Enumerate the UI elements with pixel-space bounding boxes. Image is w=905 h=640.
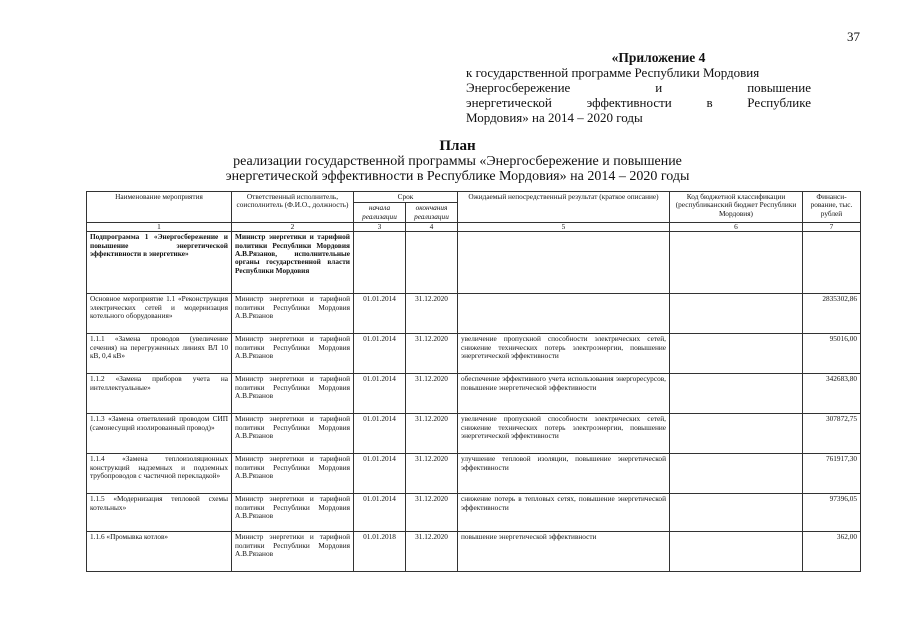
- row-start: 01.01.2018: [354, 532, 406, 572]
- row-amount: 95016,00: [803, 334, 861, 374]
- row-result: улучшение тепловой изоляции, повышение энергетической эффективности: [458, 454, 670, 494]
- row-result: увеличение пропускной способности электрических сетей, снижение технических потерь электроэнергии, повышение энергетической эффективности: [458, 334, 670, 374]
- appendix-title: «Приложение 4: [611, 50, 706, 65]
- row-start: 01.01.2014: [354, 294, 406, 334]
- row-start: 01.01.2014: [354, 454, 406, 494]
- row-result: увеличение пропускной способности электрических сетей, снижение технических потерь электроэнергии, повышение энергетической эффективности: [458, 414, 670, 454]
- appendix-line-4: Мордовия» на 2014 – 2020 годы: [466, 110, 643, 125]
- row-result: [458, 294, 670, 334]
- row-responsible: Министр энергетики и тарифной политики Республики Мордовия А.В.Рязанов: [232, 414, 354, 454]
- row-responsible: Министр энергетики и тарифной политики Республики Мордовия А.В.Рязанов: [232, 454, 354, 494]
- row-responsible: Министр энергетики и тарифной политики Республики Мордовия А.В.Рязанов, исполнительные органы государственной власти Республики Мордовия: [232, 232, 354, 294]
- row-end: 31.12.2020: [406, 374, 458, 414]
- column-number: 7: [803, 223, 861, 232]
- page-number: 37: [847, 29, 860, 44]
- row-code: [670, 334, 803, 374]
- row-amount: 2835302,86: [803, 294, 861, 334]
- row-name: Основное мероприятие 1.1 «Реконструкция электрических сетей и модернизация котельного оборудования»: [87, 294, 232, 334]
- row-result: повышение энергетической эффективности: [458, 532, 670, 572]
- row-start: 01.01.2014: [354, 494, 406, 532]
- row-code: [670, 454, 803, 494]
- row-name: Подпрограмма 1 «Энергосбережение и повышение энергетической эффективности в энергетике»: [87, 232, 232, 294]
- column-number-row: [87, 223, 861, 232]
- row-start: 01.01.2014: [354, 414, 406, 454]
- table-row: [87, 454, 861, 494]
- row-end: 31.12.2020: [406, 454, 458, 494]
- table-row: [87, 232, 861, 294]
- row-amount: 362,00: [803, 532, 861, 572]
- table-row: [87, 334, 861, 374]
- appendix-line-2: Энергосбережение и повышение: [466, 80, 811, 95]
- row-name: 1.1.2 «Замена приборов учета на интеллектуальные»: [87, 374, 232, 414]
- table-header-row: [87, 192, 861, 203]
- header-name: Наименование мероприятия: [87, 192, 232, 223]
- row-amount: [803, 232, 861, 294]
- plan-subtitle: [0, 154, 905, 184]
- row-name: 1.1.4 «Замена теплоизоляционных конструкций надземных и подземных трубопроводов с частичной перекладкой»: [87, 454, 232, 494]
- table-row: [87, 374, 861, 414]
- row-end: 31.12.2020: [406, 494, 458, 532]
- header-start: начала реализации: [354, 203, 406, 223]
- row-end: 31.12.2020: [406, 334, 458, 374]
- subtitle-line-1: реализации государственной программы «Энергосбережение и повышение: [233, 154, 682, 169]
- row-start: 01.01.2014: [354, 334, 406, 374]
- row-amount: 342683,80: [803, 374, 861, 414]
- row-result: [458, 232, 670, 294]
- row-responsible: Министр энергетики и тарифной политики Республики Мордовия А.В.Рязанов: [232, 494, 354, 532]
- header-end: окончания реализации: [406, 203, 458, 223]
- column-number: 4: [406, 223, 458, 232]
- row-code: [670, 374, 803, 414]
- row-result: снижение потерь в тепловых сетях, повышение энергетической эффективности: [458, 494, 670, 532]
- row-start: 01.01.2014: [354, 374, 406, 414]
- row-end: 31.12.2020: [406, 294, 458, 334]
- row-responsible: Министр энергетики и тарифной политики Республики Мордовия А.В.Рязанов: [232, 334, 354, 374]
- column-number: 3: [354, 223, 406, 232]
- table-row: [87, 494, 861, 532]
- header-responsible: Ответственный исполнитель, соисполнитель (Ф.И.О., должность): [232, 192, 354, 223]
- header-result: Ожидаемый непосредственный результат (краткое описание): [458, 192, 670, 223]
- appendix-line-1: к государственной программе Республики Мордовия: [466, 65, 760, 80]
- row-end: 31.12.2020: [406, 414, 458, 454]
- column-number: 6: [670, 223, 803, 232]
- table-row: [87, 414, 861, 454]
- row-responsible: Министр энергетики и тарифной политики Республики Мордовия А.В.Рязанов: [232, 294, 354, 334]
- row-name: 1.1.1 «Замена проводов (увеличение сечения) на перегруженных линиях ВЛ 10 кВ, 0,4 кВ»: [87, 334, 232, 374]
- appendix-line-3: энергетической эффективности в Республике: [466, 95, 811, 110]
- row-code: [670, 532, 803, 572]
- row-amount: 97396,05: [803, 494, 861, 532]
- header-financing: Финанси-рование, тыс. рублей: [803, 192, 861, 223]
- column-number: 1: [87, 223, 232, 232]
- row-code: [670, 294, 803, 334]
- row-responsible: Министр энергетики и тарифной политики Республики Мордовия А.В.Рязанов: [232, 374, 354, 414]
- table-row: [87, 294, 861, 334]
- row-code: [670, 232, 803, 294]
- plan-table: [86, 191, 861, 572]
- subtitle-line-2: энергетической эффективности в Республике Мордовия» на 2014 – 2020 годы: [225, 169, 690, 184]
- header-budget-code: Код бюджетной классификации (республиканский бюджет Республики Мордовия): [670, 192, 803, 223]
- row-name: 1.1.5 «Модернизация тепловой схемы котельных»: [87, 494, 232, 532]
- table-row: [87, 532, 861, 572]
- row-code: [670, 494, 803, 532]
- row-end: 31.12.2020: [406, 532, 458, 572]
- row-amount: 761917,30: [803, 454, 861, 494]
- row-code: [670, 414, 803, 454]
- row-start: [354, 232, 406, 294]
- column-number: 5: [458, 223, 670, 232]
- column-number: 2: [232, 223, 354, 232]
- appendix-header: [466, 50, 811, 125]
- row-name: 1.1.3 «Замена ответвлений проводом СИП (самонесущий изолированный провод)»: [87, 414, 232, 454]
- header-term: Срок: [354, 192, 458, 203]
- row-end: [406, 232, 458, 294]
- row-amount: 307872,75: [803, 414, 861, 454]
- row-result: обеспечение эффективного учета использования энергоресурсов, повышение энергетической эффективности: [458, 374, 670, 414]
- row-name: 1.1.6 «Промывка котлов»: [87, 532, 232, 572]
- plan-title: План: [439, 138, 476, 154]
- row-responsible: Министр энергетики и тарифной политики Республики Мордовия А.В.Рязанов: [232, 532, 354, 572]
